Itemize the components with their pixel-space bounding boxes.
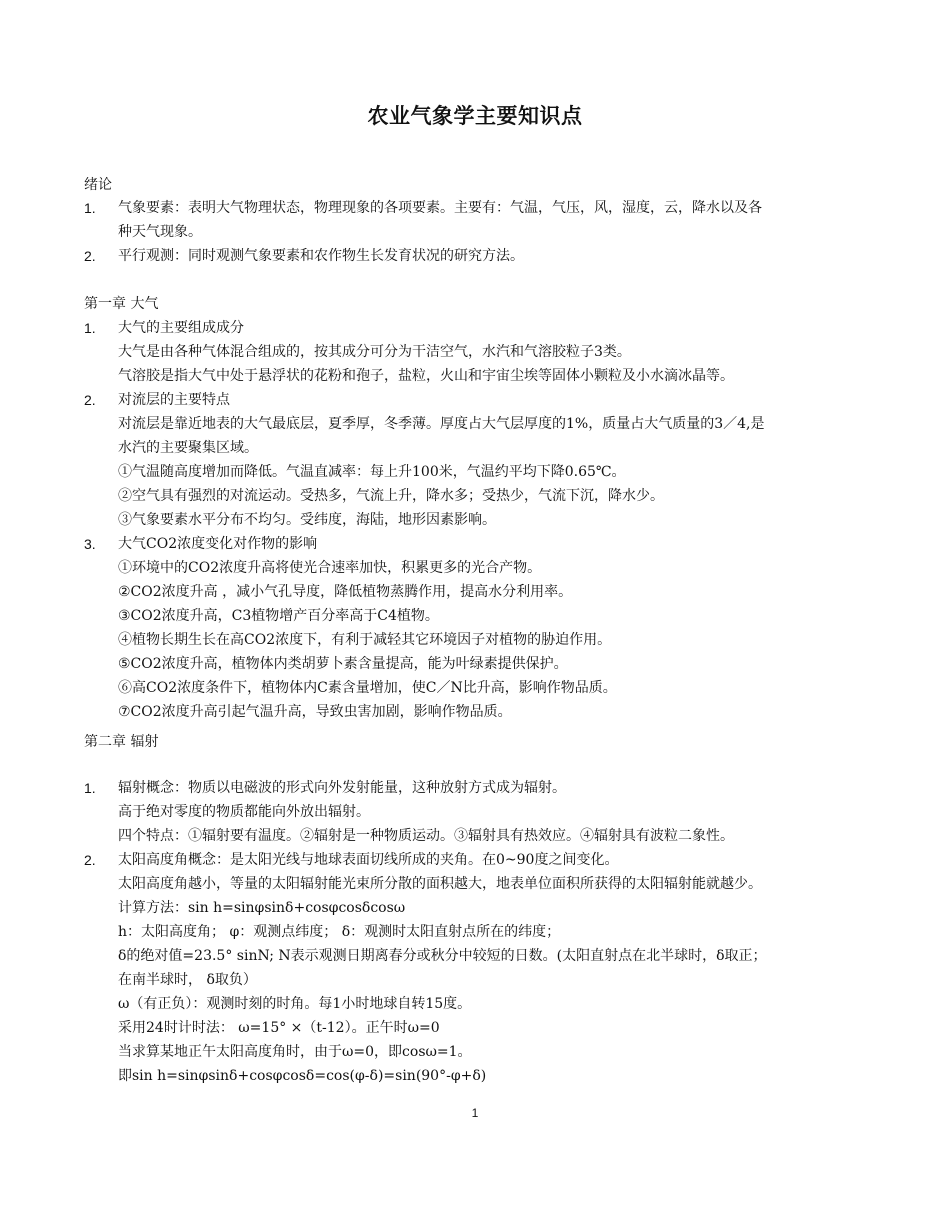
list-number: 2. <box>84 392 96 408</box>
section-heading: 第一章 大气 <box>84 296 159 312</box>
text-line: 在南半球时， δ取负） <box>118 972 257 988</box>
text-line: ④植物长期生长在高CO2浓度下，有利于减轻其它环境因子对植物的胁迫作用。 <box>118 632 612 648</box>
text-line: 气象要素：表明大气物理状态，物理现象的各项要素。主要有：气温，气压，风，湿度，云，降水以及各 <box>118 200 762 216</box>
text-line: h：太阳高度角； φ：观测点纬度； δ：观测时太阳直射点所在的纬度； <box>118 924 561 940</box>
list-number: 1. <box>84 780 96 796</box>
text-line: 种天气现象。 <box>118 224 202 240</box>
section-heading: 绪论 <box>84 177 112 193</box>
text-line: δ的绝对值=23.5° sinN; N表示观测日期离春分或秋分中较短的日数。(太阳直射点在北半球时，δ取正； <box>118 948 767 964</box>
text-line: 大气是由各种气体混合组成的，按其成分可分为干洁空气，水汽和气溶胶粒子3类。 <box>118 344 631 360</box>
text-line: ②CO2浓度升高 ，减小气孔导度，降低植物蒸腾作用，提高水分利用率。 <box>118 584 573 600</box>
text-line: 平行观测：同时观测气象要素和农作物生长发育状况的研究方法。 <box>118 248 524 264</box>
text-line: 太阳高度角概念：是太阳光线与地球表面切线所成的夹角。在0~90度之间变化。 <box>118 852 619 868</box>
list-number: 1. <box>84 200 96 216</box>
text-line: ⑦CO2浓度升高引起气温升高，导致虫害加剧，影响作物品质。 <box>118 704 512 720</box>
page-number: 1 <box>471 1106 479 1120</box>
text-line: 对流层的主要特点 <box>118 392 230 408</box>
text-line: 四个特点：①辐射要有温度。②辐射是一种物质运动。③辐射具有热效应。④辐射具有波粒二象性。 <box>118 828 734 844</box>
text-line: 当求算某地正午太阳高度角时，由于ω=0，即cosω=1。 <box>118 1044 472 1060</box>
text-line: 大气CO2浓度变化对作物的影响 <box>118 536 318 552</box>
text-line: ⑤CO2浓度升高，植物体内类胡萝卜素含量提高，能为叶绿素提供保护。 <box>118 656 568 672</box>
text-line: ⑥高CO2浓度条件下，植物体内C素含量增加，使C／N比升高，影响作物品质。 <box>118 680 617 696</box>
text-line: 即sin h=sinφsinδ+cosφcosδ=cos(φ-δ)=sin(90°-φ+δ) <box>118 1068 487 1084</box>
text-line: 气溶胶是指大气中处于悬浮状的花粉和孢子，盐粒，火山和宇宙尘埃等固体小颗粒及小水滴冰晶等。 <box>118 368 734 384</box>
text-line: 水汽的主要聚集区域。 <box>118 440 258 456</box>
text-line: 对流层是靠近地表的大气最底层，夏季厚，冬季薄。厚度占大气层厚度的1%，质量占大气质量的3／4,是 <box>118 416 765 432</box>
list-number: 2. <box>84 852 96 868</box>
text-line: 计算方法：sin h=sinφsinδ+cosφcosδcosω <box>118 900 406 916</box>
list-number: 3. <box>84 536 96 552</box>
text-line: 大气的主要组成成分 <box>118 320 244 336</box>
text-line: 辐射概念：物质以电磁波的形式向外发射能量，这种放射方式成为辐射。 <box>118 780 566 796</box>
text-line: ①环境中的CO2浓度升高将使光合速率加快，积累更多的光合产物。 <box>118 560 542 576</box>
text-line: ②空气具有强烈的对流运动。受热多，气流上升，降水多；受热少，气流下沉，降水少。 <box>118 488 664 504</box>
text-line: 采用24时计时法： ω=15° ×（t-12）。正午时ω=0 <box>118 1020 440 1036</box>
text-line: ③气象要素水平分布不均匀。受纬度，海陆，地形因素影响。 <box>118 512 496 528</box>
text-line: ω（有正负）：观测时刻的时角。每1小时地球自转15度。 <box>118 996 472 1012</box>
section-heading: 第二章 辐射 <box>84 734 159 750</box>
text-line: ③CO2浓度升高，C3植物增产百分率高于C4植物。 <box>118 608 439 624</box>
list-number: 1. <box>84 320 96 336</box>
page-title: 农业气象学主要知识点 <box>367 104 583 128</box>
text-line: 高于绝对零度的物质都能向外放出辐射。 <box>118 804 370 820</box>
text-line: ①气温随高度增加而降低。气温直减率：每上升100米，气温约平均下降0.65℃。 <box>118 464 626 480</box>
list-number: 2. <box>84 248 96 264</box>
text-line: 太阳高度角越小，等量的太阳辐射能光束所分散的面积越大，地表单位面积所获得的太阳辐射能就越少。 <box>118 876 762 892</box>
